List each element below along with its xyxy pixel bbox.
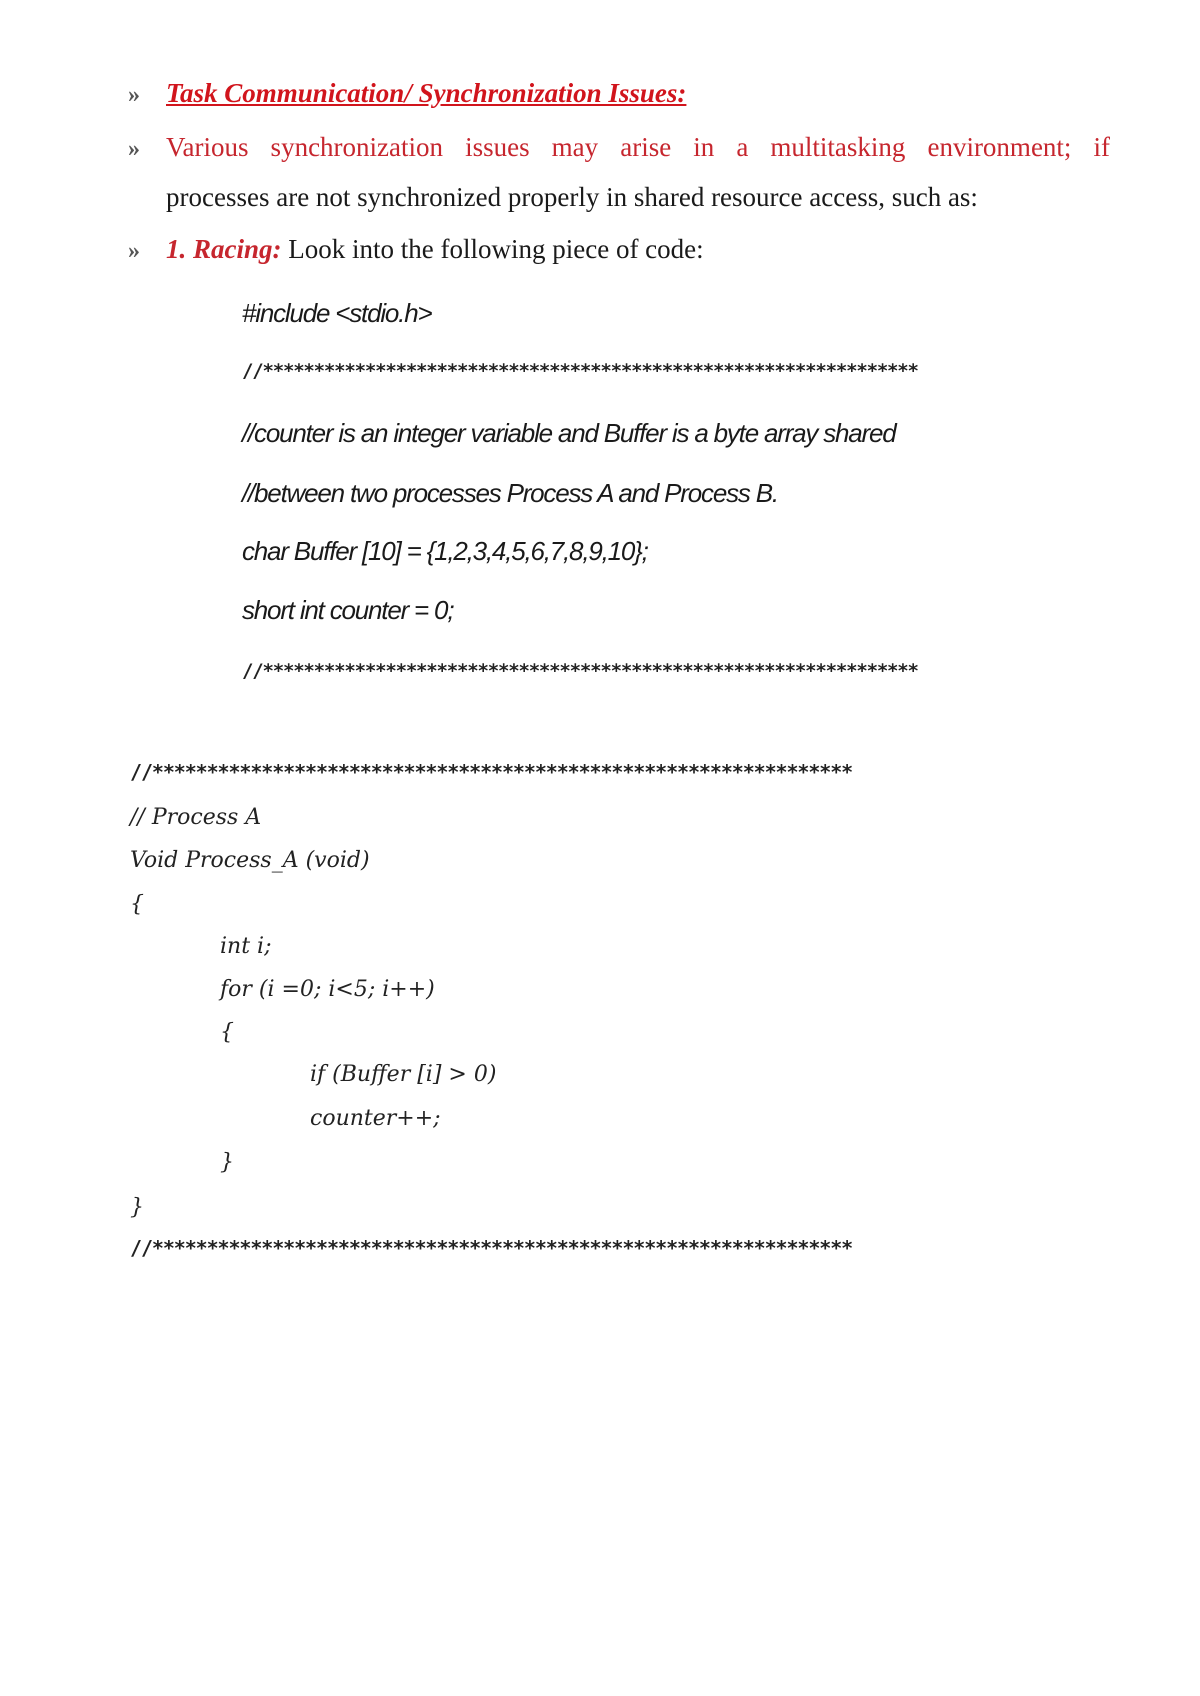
- code-comment-1: //counter is an integer variable and Buffer is a byte array shared: [242, 418, 896, 448]
- code-include-text: #include <stdio.h>: [242, 298, 432, 328]
- process-a-inner-close: }: [220, 1150, 234, 1175]
- code-stars-bottom: //****************************************************************: [242, 660, 918, 682]
- code-comment-2: //between two processes Process A and Process B.: [242, 478, 778, 508]
- intro-line-1: Various synchronization issues may arise in a multitasking environment; if: [166, 132, 1110, 162]
- process-a-signature: Void Process_A (void): [130, 848, 370, 873]
- bullet-chevron: »: [128, 82, 140, 108]
- process-a-close-brace: }: [130, 1195, 144, 1220]
- process-a-stars-bottom: //****************************************************************: [130, 1236, 853, 1260]
- section-heading: [166, 78, 1110, 109]
- bullet-chevron: »: [128, 238, 140, 264]
- racing-paragraph: [166, 234, 1110, 265]
- process-a-if-line: if (Buffer [i] > 0): [310, 1062, 497, 1087]
- bullet-chevron: »: [128, 136, 140, 162]
- process-a-comment: // Process A: [130, 805, 262, 830]
- process-a-for-line: for (i =0; i<5; i++): [220, 977, 435, 1002]
- code-buffer-decl: char Buffer [10] = {1,2,3,4,5,6,7,8,9,10};: [242, 536, 648, 566]
- section-heading-text: Task Communication/ Synchronization Issues:: [166, 78, 687, 108]
- process-a-open-brace: {: [130, 892, 144, 917]
- intro-line-2: processes are not synchronized properly in shared resource access, such as:: [166, 182, 978, 212]
- racing-label: 1. Racing:: [166, 234, 282, 264]
- process-a-stars-top: //****************************************************************: [130, 760, 853, 784]
- code-counter-decl: short int counter = 0;: [242, 595, 454, 625]
- code-include: [242, 298, 431, 329]
- process-a-inner-open: {: [220, 1020, 234, 1045]
- process-a-int-decl: int i;: [220, 934, 272, 959]
- process-a-increment: counter++;: [310, 1106, 441, 1131]
- code-stars-top: //****************************************************************: [242, 360, 918, 382]
- racing-text: Look into the following piece of code:: [281, 234, 704, 264]
